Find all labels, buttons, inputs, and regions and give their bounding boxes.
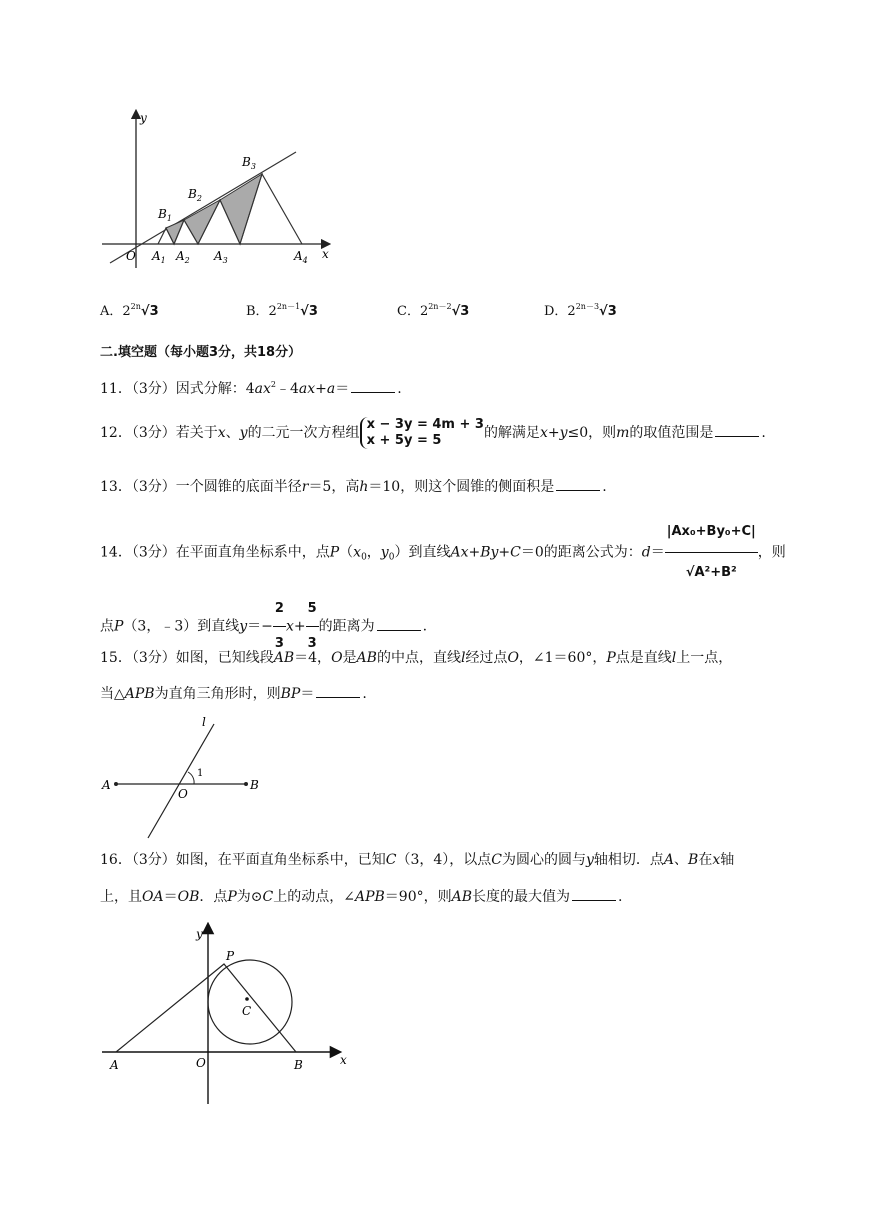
option-d: D．$2^{2n-3}√3$ — [544, 302, 617, 319]
figure-q15 — [98, 712, 278, 842]
o-label: O — [196, 1056, 206, 1070]
x-label: x — [340, 1053, 347, 1067]
question-13: 13．（3分）一个圆锥的底面半径r＝5，高h＝10，则这个圆锥的侧面积是 . — [100, 476, 607, 497]
b3-label: $B_3$ — [242, 155, 256, 171]
question-15-cont: 当△APB为直角三角形时，则BP＝ . — [100, 683, 367, 704]
o-label: O — [178, 787, 188, 801]
y-label: y — [196, 927, 203, 941]
question-14-cont: 点P（3，﹣3）到直线y＝− $\frac{2}{3}$ x+ $\frac{5}{3}$ 的距离为 . — [100, 592, 427, 661]
angle-1-arc — [188, 772, 194, 784]
x-label: x — [322, 247, 329, 261]
distance-formula: $\frac{\text{|Ax₀+By₀+C|}}{\text{√A²+B²}}$ — [665, 512, 758, 593]
section-heading: 二.填空题（每小题3分，共18分） — [100, 345, 302, 360]
line-ob — [110, 152, 296, 263]
line-l — [148, 724, 214, 838]
a-label: A — [102, 778, 111, 792]
a-label: A — [110, 1058, 119, 1072]
question-16-cont: 上，且OA＝OB．点P为⊙C上的动点，∠APB＝90°，则AB长度的最大值为 . — [100, 886, 622, 907]
answer-blank[interactable] — [377, 616, 421, 631]
origin-label: O — [126, 249, 136, 263]
answer-blank[interactable] — [316, 683, 360, 698]
fraction-2-3: $\frac{2}{3}$ — [273, 592, 286, 661]
shaded-triangle-2 — [184, 200, 220, 244]
b-label: B — [250, 778, 259, 792]
fraction-5-3: $\frac{5}{3}$ — [306, 592, 319, 661]
answer-blank[interactable] — [556, 476, 600, 491]
a4-label: $A_4$ — [294, 249, 308, 265]
question-12: 12．（3分）若关于x、y的二元一次方程组x − 3y = 4m + 3 x + 5y = 5 的解满足x+y≤0，则m的取值范围是 . — [100, 417, 766, 448]
b1-label: $B_1$ — [158, 207, 172, 223]
point-b — [244, 782, 248, 786]
b-label: B — [294, 1058, 303, 1072]
question-15: 15．（3分）如图，已知线段AB＝4，O是AB的中点，直线l经过点O，∠1＝60°，P点是直线l上一点， — [100, 650, 733, 666]
answer-blank[interactable] — [715, 422, 759, 437]
equation-system: x − 3y = 4m + 3 x + 5y = 5 — [360, 417, 484, 449]
option-c: C．$2^{2n-2}√3$ — [397, 302, 470, 319]
option-b: B．$2^{2n-1}√3$ — [246, 302, 318, 319]
question-16: 16．（3分）如图，在平面直角坐标系中，已知C（3，4），以点C为圆心的圆与y轴相切．点A、B在x轴 — [100, 852, 735, 868]
a3-label: $A_3$ — [214, 249, 228, 265]
a2-label: $A_2$ — [176, 249, 190, 265]
figure-q16 — [100, 922, 360, 1107]
a1-label: $A_1$ — [152, 249, 166, 265]
c-label: C — [242, 1004, 252, 1018]
option-a: A．$2^{2n}√3$ — [100, 302, 159, 319]
question-11: 11．（3分）因式分解：$4ax^2﹣4ax+a=$ . — [100, 380, 402, 397]
b2-label: $B_2$ — [188, 187, 202, 203]
l-label: l — [202, 715, 206, 729]
answer-blank[interactable] — [351, 378, 395, 393]
figure-q10 — [100, 108, 340, 278]
question-14: 14．（3分）在平面直角坐标系中，点$P(x_0$，$y_0$）到直线Ax+By+C＝0的距离公式为：d＝ $\frac{\text{|Ax₀+By₀+C|}}{\text{√A²+B²}}$ ，则 — [100, 512, 786, 593]
p-label: P — [226, 949, 235, 963]
angle-1-label: 1 — [197, 768, 204, 779]
point-a — [114, 782, 118, 786]
center-c — [245, 997, 249, 1001]
y-label: y — [140, 111, 147, 125]
answer-blank[interactable] — [572, 886, 616, 901]
